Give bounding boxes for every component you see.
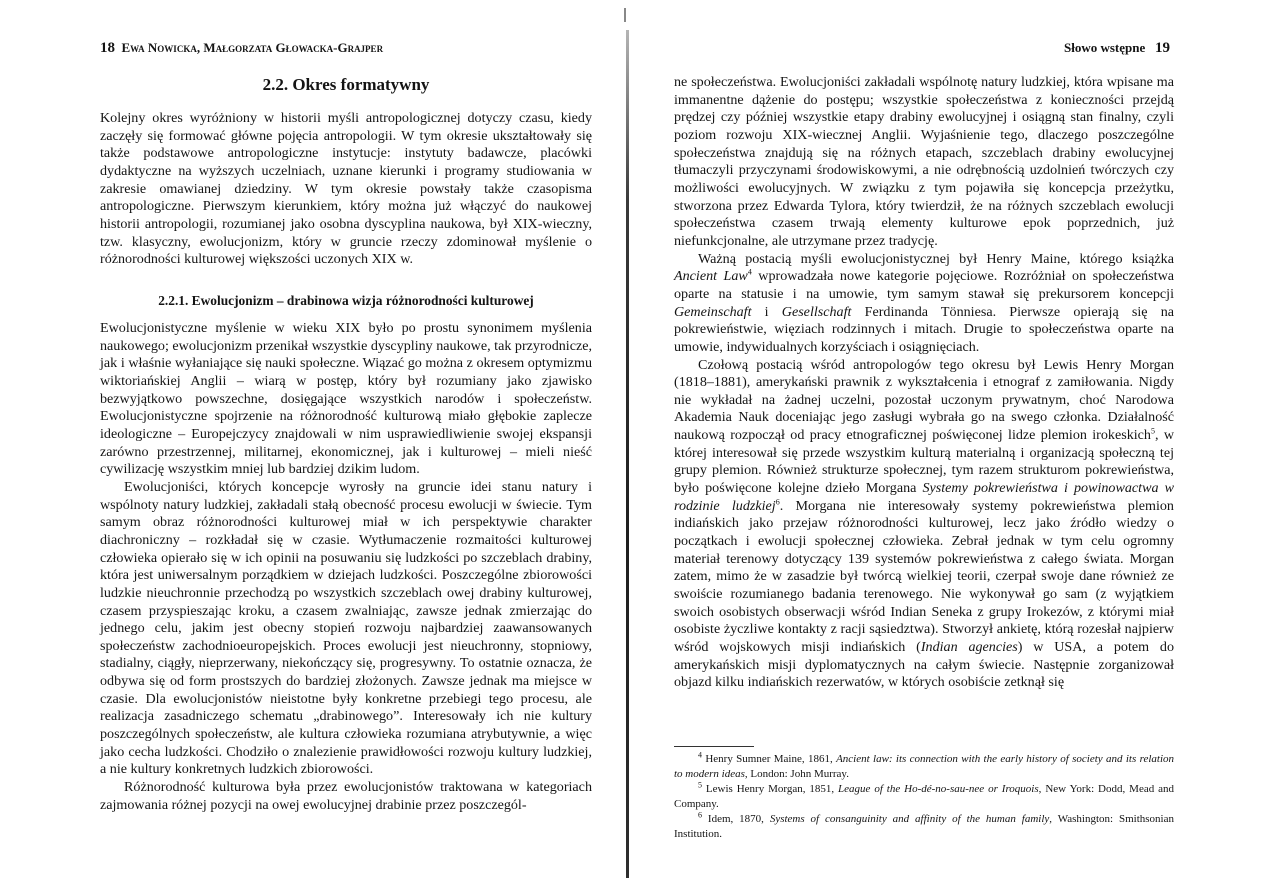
book-title-ancient-law: Ancient Law <box>674 268 748 285</box>
footnote-divider <box>674 746 754 747</box>
book-title-systemy: Systemy pokrewieństwa i powinowactwa w rodzinie ludzkiej <box>674 480 1175 514</box>
footnote-title: League of the Ho-dé-no-sau-nee or Iroquois <box>838 783 1039 795</box>
page-edge-mark <box>624 8 626 22</box>
footnote-ref-5: 5 <box>1150 426 1155 436</box>
left-paragraph-1: Ewolucjonistyczne myślenie w wieku XIX było po prostu synonimem myślenia naukowego; ewolucjonizm przenikał wszystkie dyscypliny naukowe, tak przyrodnicze, jak i właśnie wyłaniające się nauki społeczne. Wiązać go można z okresem optymizmu wiktoriańskiej Anglii – wiarą w postęp, który był rozumiany jako zjawisko bezwyjątkowo powszechne, dosięgające wszystkich narodów i społeczeństw. Ewolucjonistyczne spojrzenie na różnorodność kulturową miało głębokie zaplecze ideologiczne – Europejczycy znajdowali w nim usprawiedliwienie swojej ekspansji zarówno przestrzennej, militarnej, ekonomicznej, jak i kulturowej – mieli nieść cywilizację wszystkim mniej lub bardziej dzikim ludom. <box>100 320 592 478</box>
text-run: Idem, 1870, <box>702 813 770 825</box>
text-run: . Morgana nie interesowały systemy pokrewieństwa plemion indiańskich jako przejaw różnorodności kulturowej, lecz jako źródło wiedzy o początkach i ewolucji społecznej człowieka. Zebrał jednak w tym celu ogromny materiał terenowy dotyczący 139 systemów pokrewieństwa z całego świata. Morgan zatem, mimo że w zasadzie był twórcą wielkiej teorii, czerpał swoje dane również ze swoiście rozumianego badania terenowego. Nie wykonywał go sam (z wyjątkiem swoich osobistych obserwacji wśród Indian Seneka z grupy Irokezów, z którymi miał osobiste życzliwe kontakty z racji sąsiedztwa). Stworzył ankietę, którą rozesłał najpierw wśród wojskowych misji indiańskich ( <box>674 497 1174 655</box>
left-header-authors: Ewa Nowicka, Małgorzata Głowacka-Grajper <box>121 40 384 55</box>
left-body-block <box>100 320 592 814</box>
text-run: Lewis Henry Morgan, 1851, <box>702 783 839 795</box>
left-paragraph-2: Ewolucjoniści, których koncepcje wyrosły na gruncie idei stanu natury i wspólnoty natury ludzkiej, zakładali stałą obecność procesu ewolucji w świecie. Tym samym obraz różnorodności kulturowej miał w ich perspektywie charakter diachroniczny – rozkładał się w czasie. Wytłumaczenie rozmaitości kulturowej człowieka opierało się w ich opinii na posuwaniu się ludzkości po szczeblach drabiny, która jest uniwersalnym porządkiem w dziejach ludzkości. Poszczególne zbiorowości ludzkie nieuchronnie przechodzą po wszystkich szczeblach owej drabiny kulturowej, czasem przyspieszając kroku, a czasem zwalniając, zawsze jednak zmierzając do jednego celu, jakim jest obecny stopień rozwoju najbardziej zaawansowanych społeczeństw zachodnioeuropejskich. Proces ewolucji jest nieuchronny, stopniowy, stadialny, ciągły, nieprzerwany, niekończący się, progresywny. To ostatnie oznacza, że odbywa się od form prostszych do bardziej złożonych. Zawsze jednak ma miejsce w czasie. Dla ewolucjonistów nieistotne były konkretne przebiegi tego procesu, ale realizacja zasadniczego schematu „drabinowego”. Interesowały ich nie kultury poszczególnych społeczeństw, ale kultura człowieka rozumiana atrybutywnie, a więc jako cecha ludzkości. Chodziło o znalezienie prawidłowości rozwoju kultury ludzkiej, a nie kultury konkretnych ludzkich zbiorowości. <box>100 478 592 778</box>
footnote-5 <box>674 782 1174 812</box>
text-run: Ferdinanda Tönniesa. Pierwsze opierają się na pokrewieństwie, więziach rodzinnych i mitach. Drugie to społeczeństwa oparte na umowie, indywidualnych korzyściach i osiągnięciach. <box>674 303 1174 355</box>
text-run: Czołową postacią wśród antropologów tego okresu był Lewis Henry Morgan (1818–1881), amerykański prawnik z wykształcenia i etnograf z zamiłowania. Nigdy nie wykładał na żadnej uczelni, pozostał uczonym prywatnym, choć Narodowa Akademia Nauk doceniając jego zasługi wybrała go na swego członka. Działalność naukową rozpoczął od pracy etnograficznej poświęconej lidze plemion irokeskich <box>674 356 1174 444</box>
right-paragraph-3 <box>674 357 1174 692</box>
text-run: Henry Sumner Maine, 1861, <box>702 753 837 765</box>
left-running-head <box>100 40 383 56</box>
right-header-title: Słowo wstępne <box>1063 40 1146 55</box>
text-run: ) w USA, a potem do amerykańskich misji dyplomatycznych na całym świecie. Następnie zorganizował objazd kilku indiańskich rezerwatów, w których osobiście zetknął się <box>674 639 1174 691</box>
term-gesellschaft: Gesellschaft <box>781 303 852 320</box>
footnote-number: 4 <box>698 750 702 760</box>
left-paragraph-3: Różnorodność kulturowa była przez ewolucjonistów traktowana w kategoriach zajmowania różnej pozycji na owej ewolucyjnej drabinie przez poszczegól- <box>100 779 592 813</box>
book-gutter <box>626 30 629 878</box>
text-run: wprowadzała nowe kategorie pojęciowe. Rozróżniał on społeczeństwa oparte na statusie i na umowie, tym samym stawał się prekursorem koncepcji <box>674 268 1174 302</box>
footnote-6 <box>674 812 1174 842</box>
term-indian-agencies: Indian agencies <box>920 639 1018 655</box>
text-run: i <box>751 303 782 320</box>
footnote-4 <box>674 752 1174 782</box>
right-paragraph-2 <box>674 251 1174 357</box>
footnote-title: Ancient law: its connection with the early history of society and its relation to modern ideas <box>674 753 1175 780</box>
footnote-ref-6: 6 <box>775 497 780 507</box>
text-run: , London: John Murray. <box>744 768 849 780</box>
left-page <box>100 0 592 894</box>
term-gemeinschaft: Gemeinschaft <box>674 303 752 320</box>
left-intro-block <box>100 110 592 269</box>
footnote-number: 5 <box>698 780 702 790</box>
right-running-head <box>1064 40 1170 56</box>
section-title: 2.2. Okres formatywny <box>262 75 430 94</box>
footnote-title: Systems of consanguinity and affinity of the human family <box>769 813 1050 825</box>
text-run: , New York: Dodd, Mead and Company. <box>674 783 1174 810</box>
text-run: , w której interesował się przede wszystkim kulturą materialną i organizacją społeczną tej grupy plemion. Również strukturze społecznej, tym razem strukturom pokrewieństwa, było poświęcone kolejne dzieło Morgana <box>674 427 1174 497</box>
footnote-ref-4: 4 <box>747 267 752 277</box>
right-page-number: 19 <box>1155 40 1170 56</box>
footnotes <box>674 752 1174 842</box>
right-paragraph-1: ne społeczeństwa. Ewolucjoniści zakładali wspólnotę natury ludzkiej, która wpisane ma immanentne dążenie do postępu; wszystkie społeczeństwa z konieczności przejdą prędzej czy później wszystkie etapy drabiny ewolucyjnej i osiągną stan finalny, czyli poziom rozwoju XIX-wiecznej Anglii. Wyjaśnienie tego, dlaczego poszczególne społeczeństwa znajdują się na różnych etapach, szczeblach drabiny ewolucyjnej tłumaczyli przyczynami środowiskowymi, a nie odrębnością uzdolnień twórczych czy możliwości ewolucyjnych. W związku z tym pojawiła się koncepcja przeżytku, stworzona przez Edwarda Tylora, który twierdził, że na różnych szczeblach ewolucji społeczeństwa czasem trwają elementy kulturowe epok poprzednich, już niefunkcjonalne, ale utrzymane przez tradycję. <box>674 74 1174 249</box>
subsection-block <box>100 292 592 309</box>
left-page-number: 18 <box>100 40 115 56</box>
text-run: Ważną postacią myśli ewolucjonistycznej był Henry Maine, którego książka <box>698 250 1174 267</box>
subsection-title: 2.2.1. Ewolucjonizm – drabinowa wizja różnorodności kulturowej <box>158 293 534 308</box>
right-body-block <box>674 74 1174 692</box>
footnote-number: 6 <box>698 810 702 820</box>
intro-paragraph: Kolejny okres wyróżniony w historii myśli antropologicznej dotyczy czasu, kiedy zaczęły się formować główne pojęcia antropologii. W tym okresie ukształtowały się także podstawowe antropologiczne instytucje: instytuty badawcze, placówki dydaktyczne na wyższych uczelniach, uznane kierunki i programy studiowania w zakresie omawianej dziedziny. W tym okresie powstały także czasopisma antropologiczne. Pierwszym kierunkiem, który można już włączyć do naukowej historii antropologii, rozumianej jako osobna dyscyplina naukowa, był XIX-wieczny, tzw. klasyczny, ewolucjonizm, który w gruncie rzeczy zdominował myślenie o różnorodności kulturowej większości uczonych XIX w. <box>100 110 592 268</box>
text-run: , Washington: Smithsonian Institution. <box>674 813 1174 840</box>
right-page <box>674 0 1174 894</box>
